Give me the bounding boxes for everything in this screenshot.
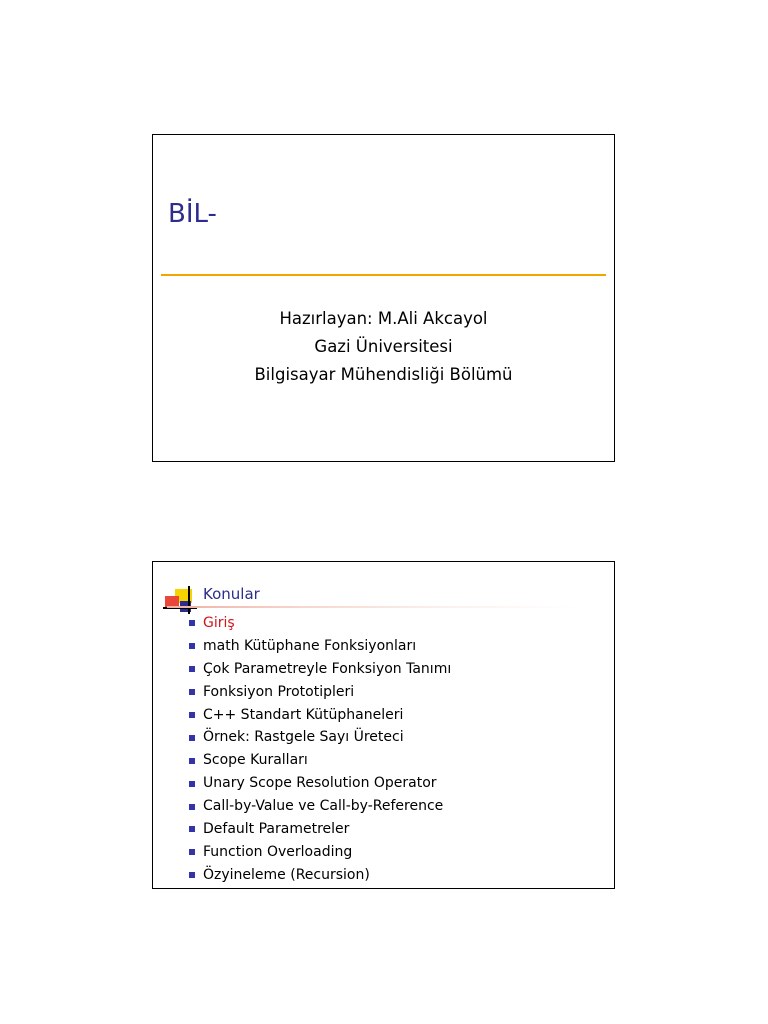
title-divider — [161, 274, 606, 276]
title-slide — [152, 134, 615, 462]
author-line: Hazırlayan: M.Ali Akcayol — [279, 309, 488, 328]
slide-title: BİL- — [168, 199, 217, 229]
list-item-label: Örnek: Rastgele Sayı Üreteci — [203, 729, 404, 746]
list-item — [189, 772, 451, 795]
square-bullet-icon — [189, 826, 195, 832]
square-bullet-icon — [189, 758, 195, 764]
square-bullet-icon — [189, 781, 195, 787]
logo-vertical-line — [188, 586, 190, 614]
square-bullet-icon — [189, 643, 195, 649]
list-item-label: C++ Standart Kütüphaneleri — [203, 706, 404, 723]
department-line: Bilgisayar Mühendisliği Bölümü — [254, 365, 513, 384]
list-item — [189, 704, 451, 727]
list-item — [189, 612, 451, 635]
topics-slide — [152, 561, 615, 889]
square-bullet-icon — [189, 666, 195, 672]
university-line: Gazi Üniversitesi — [314, 337, 453, 356]
square-bullet-icon — [189, 804, 195, 810]
list-item-label: Scope Kuralları — [203, 752, 308, 769]
square-bullet-icon — [189, 735, 195, 741]
title-underline — [167, 606, 577, 608]
list-item — [189, 681, 451, 704]
list-item — [189, 726, 451, 749]
list-item — [189, 818, 451, 841]
list-item-label: Fonksiyon Prototipleri — [203, 683, 355, 700]
slide-subtitle — [153, 305, 614, 389]
list-item — [189, 864, 451, 887]
slide-title: Konular — [203, 585, 260, 603]
list-item-label: Function Overloading — [203, 843, 353, 860]
list-item-label: math Kütüphane Fonksiyonları — [203, 637, 417, 654]
slide-logo-icon — [161, 588, 197, 614]
list-item-label: Çok Parametreyle Fonksiyon Tanımı — [203, 660, 452, 677]
list-item-label: Unary Scope Resolution Operator — [203, 775, 437, 792]
list-item — [189, 795, 451, 818]
square-bullet-icon — [189, 872, 195, 878]
list-item-label: Default Parametreler — [203, 821, 350, 838]
topic-list — [189, 612, 451, 887]
list-item — [189, 841, 451, 864]
square-bullet-icon — [189, 620, 195, 626]
list-item — [189, 635, 451, 658]
square-bullet-icon — [189, 712, 195, 718]
list-item-label: Özyineleme (Recursion) — [203, 866, 370, 883]
square-bullet-icon — [189, 689, 195, 695]
square-bullet-icon — [189, 849, 195, 855]
list-item-label: Call-by-Value ve Call-by-Reference — [203, 798, 444, 815]
list-item — [189, 749, 451, 772]
list-item — [189, 658, 451, 681]
list-item-label: Giriş — [203, 615, 235, 631]
